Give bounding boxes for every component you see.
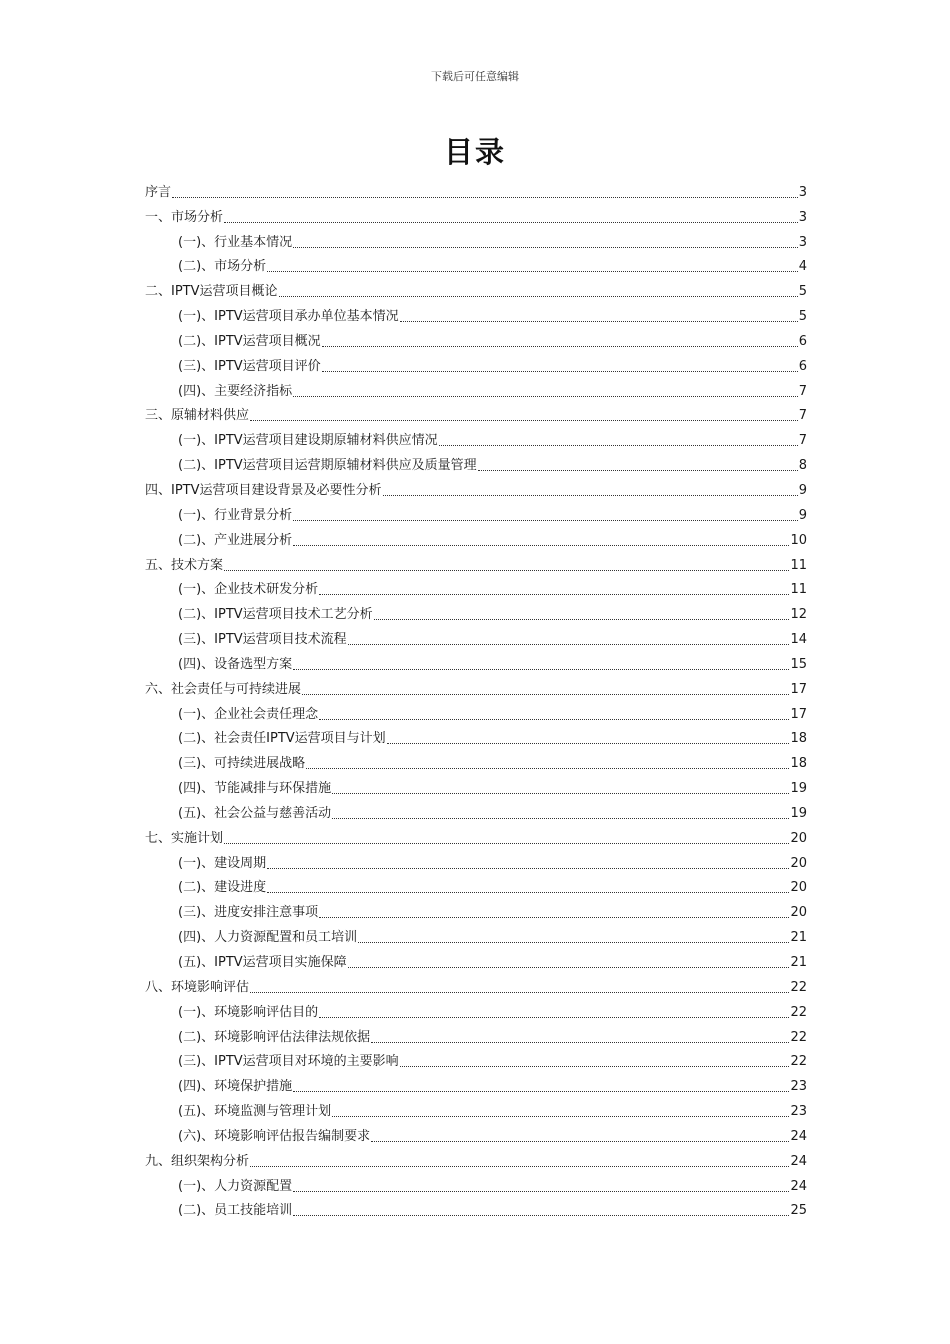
dot-leader [387,743,790,744]
toc-entry-page-number: 18 [790,756,807,772]
dot-leader [293,247,798,248]
toc-entry-label: (一)、IPTV运营项目承办单位基本情况 [178,309,399,325]
dot-leader [172,197,798,198]
toc-entry-label: (一)、IPTV运营项目建设期原辅材料供应情况 [178,433,438,449]
toc-entry-page-number: 22 [790,979,807,995]
dot-leader [267,271,798,272]
dot-leader [224,843,789,844]
toc-subentry[interactable] [145,1070,807,1095]
toc-entry-label: 七、实施计划 [145,830,224,846]
toc-entry-page-number: 22 [790,1029,807,1045]
dot-leader [358,942,789,943]
toc-entry-page-number: 11 [790,582,807,598]
toc-entry-label: (二)、产业进展分析 [178,532,293,548]
toc-entry-page-number: 25 [790,1203,807,1219]
toc-entry-label: 八、环境影响评估 [145,979,250,995]
toc-entry-label: (二)、IPTV运营项目概况 [178,333,321,349]
toc-entry-label: 二、IPTV运营项目概论 [145,284,278,300]
toc-subentry[interactable] [145,1095,807,1120]
toc-entry-page-number: 12 [790,607,807,623]
toc-entry-label: (一)、行业背景分析 [178,507,293,523]
toc-entry-label: (五)、IPTV运营项目实施保障 [178,955,347,970]
toc-entry[interactable] [145,176,807,201]
toc-entry-label: (二)、IPTV运营项目运营期原辅材料供应及质量管理 [178,458,477,474]
toc-entry-label: (二)、环境影响评估法律法规依据 [178,1029,371,1045]
toc-entry-page-number: 21 [790,930,807,946]
toc-entry-label: (二)、员工技能培训 [178,1203,293,1219]
toc-entry-label: (一)、环境影响评估目的 [178,1004,319,1020]
dot-leader [267,868,789,869]
toc-subentry[interactable] [145,300,807,325]
toc-entry-page-number: 3 [798,234,807,250]
toc-entry-label: 四、IPTV运营项目建设背景及必要性分析 [145,482,382,498]
toc-subentry[interactable] [145,1021,807,1046]
dot-leader [371,1141,789,1142]
dot-leader [319,594,789,595]
toc-entry-page-number: 3 [798,184,807,200]
dot-leader [332,818,789,819]
toc-subentry[interactable] [145,698,807,723]
toc-entry-label: (四)、人力资源配置和员工培训 [178,930,358,946]
toc-subentry[interactable] [145,996,807,1021]
toc-subentry[interactable] [145,1046,807,1071]
toc-entry-label: (三)、IPTV运营项目对环境的主要影响 [178,1054,399,1070]
toc-subentry[interactable] [145,723,807,748]
toc-entry[interactable] [145,549,807,574]
toc-entry-label: (二)、建设进度 [178,880,267,896]
toc-entry-page-number: 19 [790,805,807,821]
toc-entry-page-number: 14 [790,632,807,648]
toc-entry-label: (四)、环境保护措施 [178,1079,293,1095]
dot-leader [293,396,798,397]
dot-leader [250,420,798,421]
toc-entry-label: 序言 [145,184,172,200]
toc-entry[interactable] [145,201,807,226]
dot-leader [332,793,789,794]
toc-entry-page-number: 6 [798,333,807,349]
toc-subentry[interactable] [145,797,807,822]
dot-leader [332,1116,789,1117]
toc-subentry[interactable] [145,449,807,474]
toc-entry-page-number: 10 [790,532,807,548]
toc-entry-page-number: 24 [790,1153,807,1169]
toc-entry[interactable] [145,971,807,996]
toc-subentry[interactable] [145,1170,807,1195]
toc-subentry[interactable] [145,747,807,772]
toc-entry-page-number: 20 [790,905,807,921]
toc-subentry[interactable] [145,574,807,599]
toc-entry-page-number: 21 [790,955,807,970]
dot-leader [293,1191,789,1192]
toc-entry-page-number: 23 [790,1104,807,1120]
toc-entry-page-number: 15 [790,656,807,672]
toc-entry-label: 九、组织架构分析 [145,1153,250,1169]
dot-leader [279,296,798,297]
toc-entry-page-number: 8 [798,458,807,474]
toc-entry-label: (一)、企业社会责任理念 [178,706,319,722]
toc-entry-label: (三)、可持续进展战略 [178,756,306,772]
toc-entry-page-number: 20 [790,830,807,846]
toc-entry-page-number: 3 [798,209,807,225]
toc-entry-label: 六、社会责任与可持续进展 [145,681,302,697]
toc-entry-label: (四)、节能减排与环保措施 [178,781,332,797]
toc-entry-label: (二)、社会责任IPTV运营项目与计划 [178,731,386,747]
dot-leader [439,445,798,446]
toc-entry[interactable] [145,400,807,425]
dot-leader [348,644,790,645]
toc-subentry[interactable] [145,648,807,673]
toc-subentry[interactable] [145,226,807,251]
toc-entry-page-number: 11 [790,557,807,573]
toc-entry-label: (二)、市场分析 [178,259,267,275]
toc-entry-label: (三)、进度安排注意事项 [178,905,319,921]
dot-leader [322,346,798,347]
toc-subentry[interactable] [145,1120,807,1145]
dot-leader [319,1017,789,1018]
dot-leader [371,1042,789,1043]
dot-leader [383,495,798,496]
dot-leader [267,892,789,893]
toc-entry-page-number: 9 [798,482,807,498]
toc-entry-page-number: 5 [798,284,807,300]
toc-entry-page-number: 23 [790,1079,807,1095]
toc-subentry[interactable] [145,524,807,549]
dot-leader [322,371,798,372]
dot-leader [374,619,790,620]
header-note: 下载后可任意编辑 [431,70,519,83]
toc-entry-label: (一)、企业技术研发分析 [178,582,319,598]
toc-entry[interactable] [145,1145,807,1170]
toc-entry-label: (三)、IPTV运营项目技术流程 [178,632,347,648]
toc-entry-label: (五)、社会公益与慈善活动 [178,805,332,821]
toc-entry[interactable] [145,275,807,300]
toc-entry-page-number: 7 [798,408,807,424]
toc-entry-page-number: 17 [790,681,807,697]
toc-subentry[interactable] [145,847,807,872]
dot-leader [224,222,798,223]
dot-leader [250,992,789,993]
toc-entry-page-number: 19 [790,781,807,797]
dot-leader [293,520,798,521]
toc-subentry[interactable] [145,499,807,524]
toc-entry-page-number: 20 [790,855,807,871]
toc-subentry[interactable] [145,350,807,375]
dot-leader [306,768,789,769]
toc-entry-label: (一)、建设周期 [178,855,267,871]
dot-leader [302,694,789,695]
dot-leader [478,470,798,471]
toc-subentry[interactable] [145,424,807,449]
toc-entry[interactable] [145,673,807,698]
dot-leader [293,669,789,670]
dot-leader [319,917,789,918]
toc-subentry[interactable] [145,896,807,921]
toc-entry-label: (三)、IPTV运营项目评价 [178,358,321,374]
toc-entry-page-number: 22 [790,1054,807,1070]
toc-entry-page-number: 7 [798,433,807,449]
toc-subentry[interactable] [145,598,807,623]
dot-leader [293,1215,789,1216]
toc-entry-label: (一)、行业基本情况 [178,234,293,250]
toc-entry-page-number: 6 [798,358,807,374]
toc-entry-label: 五、技术方案 [145,557,224,573]
toc-entry-label: (一)、人力资源配置 [178,1178,293,1194]
toc-entry-page-number: 24 [790,1178,807,1194]
toc-title: 目录 [443,135,506,169]
toc-entry-page-number: 7 [798,383,807,399]
toc-entry[interactable] [145,822,807,847]
toc-subentry[interactable] [145,325,807,350]
toc-entry-label: (五)、环境监测与管理计划 [178,1104,332,1120]
toc-entry-label: (二)、IPTV运营项目技术工艺分析 [178,607,373,623]
toc-subentry[interactable] [145,946,807,971]
toc-entry-page-number: 24 [790,1128,807,1144]
toc-subentry[interactable] [145,251,807,276]
toc-subentry[interactable] [145,921,807,946]
dot-leader [250,1166,789,1167]
toc-subentry[interactable] [145,375,807,400]
toc-entry-page-number: 18 [790,731,807,747]
toc-subentry[interactable] [145,1195,807,1220]
toc-entry-page-number: 5 [798,309,807,325]
toc-entry-page-number: 17 [790,706,807,722]
dot-leader [293,545,789,546]
toc-entry-page-number: 4 [798,259,807,275]
toc-subentry[interactable] [145,872,807,897]
dot-leader [400,1066,790,1067]
dot-leader [224,570,789,571]
toc-subentry[interactable] [145,772,807,797]
toc-entry-page-number: 9 [798,507,807,523]
toc-entry-label: 一、市场分析 [145,209,224,225]
table-of-contents [145,176,807,1219]
dot-leader [319,719,789,720]
toc-entry-label: (四)、主要经济指标 [178,383,293,399]
dot-leader [400,321,798,322]
toc-entry[interactable] [145,474,807,499]
toc-entry-label: 三、原辅材料供应 [145,408,250,424]
toc-entry-label: (四)、设备选型方案 [178,656,293,672]
toc-entry-page-number: 20 [790,880,807,896]
dot-leader [348,967,790,968]
dot-leader [293,1091,789,1092]
toc-subentry[interactable] [145,623,807,648]
toc-entry-page-number: 22 [790,1004,807,1020]
toc-entry-label: (六)、环境影响评估报告编制要求 [178,1128,371,1144]
